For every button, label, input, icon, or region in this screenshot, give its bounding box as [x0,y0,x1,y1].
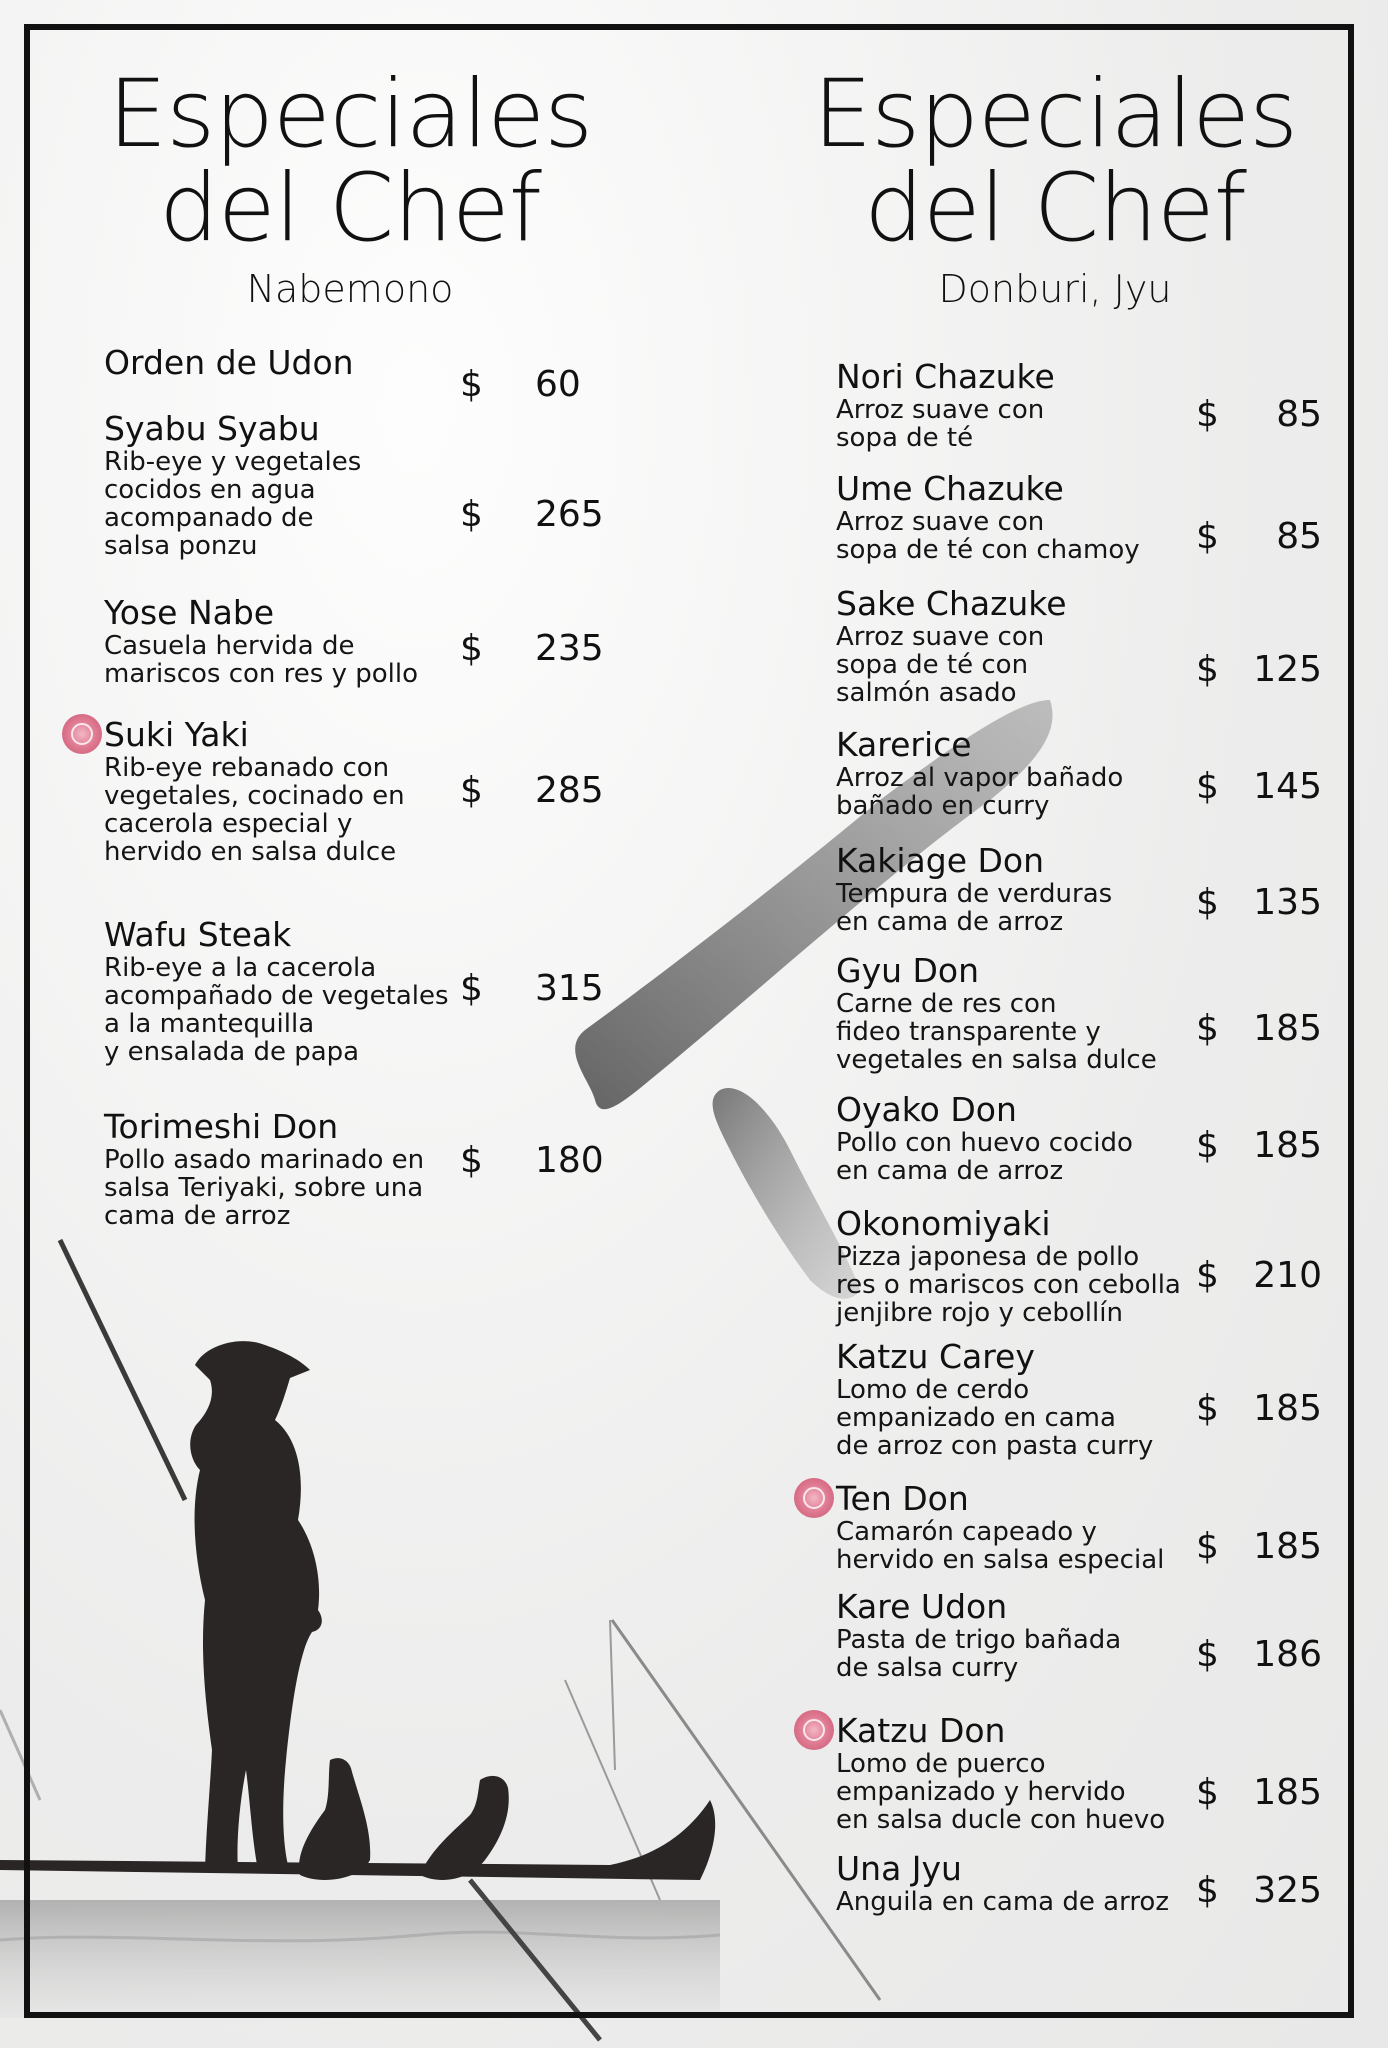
menu-item [836,470,1140,564]
menu-item-price: 325 [1253,1870,1322,1911]
menu-item-description: Rib-eye rebanado con [104,753,390,783]
menu-item-name: Wafu Steak [104,915,292,954]
currency-symbol: $ [1196,882,1219,923]
currency-symbol: $ [460,494,483,535]
currency-symbol: $ [1196,1870,1219,1911]
menu-item-name: Oyako Don [836,1090,1017,1129]
menu-item-description: y ensalada de papa [104,1037,360,1067]
menu-item-description: de salsa curry [836,1653,1019,1683]
currency-symbol: $ [1196,1125,1219,1166]
currency-symbol: $ [1196,1388,1219,1429]
left-subtitle: Nabemono [246,267,454,311]
menu-item-price: 210 [1253,1255,1322,1296]
currency-symbol: $ [1196,394,1219,435]
menu-item-name: Yose Nabe [104,593,275,632]
menu-item-description: Pasta de trigo bañada [836,1625,1122,1655]
menu-item-price: 125 [1253,649,1322,690]
menu-item-name: Nori Chazuke [836,357,1055,396]
menu-item-name: Syabu Syabu [104,409,320,448]
menu-item-name: Ume Chazuke [836,469,1064,508]
menu-item-name: Sake Chazuke [836,584,1067,623]
right-subtitle: Donburi, Jyu [938,267,1172,311]
right-heading [800,60,1310,311]
menu-item-description: salmón asado [836,678,1017,708]
menu-item-price: 85 [1276,516,1322,557]
menu-item-price: 185 [1253,1125,1322,1166]
menu-item-description: Arroz al vapor bañado [836,763,1124,793]
menu-item-price: 186 [1253,1634,1322,1675]
menu-item-description: Lomo de puerco [836,1749,1046,1779]
menu-item-name: Kare Udon [836,1587,1008,1626]
menu-item-description: acompanado de [104,503,314,533]
currency-symbol: $ [1196,1526,1219,1567]
menu-item [836,952,1157,1074]
currency-symbol: $ [1196,1008,1219,1049]
menu-item-description: cama de arroz [104,1201,291,1231]
flower-icon [794,1710,834,1750]
menu-item-description: sopa de té [836,423,974,453]
flower-icon [62,714,102,754]
menu-item-description: bañado en curry [836,791,1050,821]
menu-item-name: Karerice [836,725,972,764]
menu-item [104,344,354,382]
menu-item [104,410,361,560]
menu-item-price: 185 [1253,1526,1322,1567]
menu-item-description: vegetales en salsa dulce [836,1045,1157,1075]
menu-item-price: 185 [1253,1772,1322,1813]
menu-item-price: 145 [1253,766,1322,807]
menu-item-name: Torimeshi Don [104,1107,339,1146]
menu-item-price: 60 [535,364,581,405]
menu-item-description: Arroz suave con [836,622,1045,652]
menu-item-description: en cama de arroz [836,1156,1064,1186]
menu-item-description: Pizza japonesa de pollo [836,1242,1140,1272]
currency-symbol: $ [460,1140,483,1181]
menu-item-description: Rib-eye a la cacerola [104,953,377,983]
menu-item [836,1712,1165,1834]
menu-item-price: 235 [535,628,604,669]
menu-item-price: 265 [535,494,604,535]
menu-item-description: Pollo con huevo cocido [836,1128,1133,1158]
menu-item-price: 85 [1276,394,1322,435]
menu-item-price: 315 [535,968,604,1009]
menu-item [104,916,449,1066]
menu-item [836,1338,1153,1460]
menu-item-description: cocidos en agua [104,475,316,505]
flower-icon [794,1478,834,1518]
menu-item-name: Okonomiyaki [836,1204,1051,1243]
menu-item-description: Casuela hervida de [104,631,355,661]
menu-item-description: empanizado en cama [836,1403,1116,1433]
menu-item-price: 185 [1253,1388,1322,1429]
menu-item [836,842,1112,936]
menu-item [104,1108,424,1230]
menu-item [836,1588,1121,1682]
menu-item [104,716,405,866]
menu-item-price: 285 [535,770,604,811]
menu-item-description: cacerola especial y [104,809,353,839]
currency-symbol: $ [460,628,483,669]
menu-item-description: res o mariscos con cebolla [836,1270,1181,1300]
menu-item-description: Carne de res con [836,989,1057,1019]
menu-item-description: acompañado de vegetales [104,981,449,1011]
menu-item-description: salsa ponzu [104,531,258,561]
currency-symbol: $ [460,968,483,1009]
menu-item-description: hervido en salsa dulce [104,837,397,867]
menu-item-name: Una Jyu [836,1849,962,1888]
menu-item-price: 135 [1253,882,1322,923]
menu-item-name: Gyu Don [836,951,980,990]
currency-symbol: $ [1196,1772,1219,1813]
menu-item-description: Rib-eye y vegetales [104,447,362,477]
currency-symbol: $ [460,364,483,405]
menu-item-description: a la mantequilla [104,1009,315,1039]
menu-item-description: en cama de arroz [836,907,1064,937]
menu-item-description: Camarón capeado y [836,1517,1097,1547]
left-heading [100,60,600,311]
menu-item [836,1480,1164,1574]
menu-item [104,594,418,688]
menu-item [836,358,1055,452]
menu-item-description: Anguila en cama de arroz [836,1887,1169,1917]
left-title-line2: del Chef [159,154,541,263]
menu-item [836,1091,1133,1185]
right-title-line2: del Chef [864,154,1246,263]
menu-item-description: mariscos con res y pollo [104,659,419,689]
menu-item-description: salsa Teriyaki, sobre una [104,1173,424,1203]
menu-item [836,585,1067,707]
currency-symbol: $ [1196,1255,1219,1296]
menu-item [836,1850,1169,1916]
menu-item-description: sopa de té con [836,650,1029,680]
menu-item-name: Katzu Carey [836,1337,1035,1376]
menu-item-description: jenjibre rojo y cebollín [836,1298,1123,1328]
menu-item-description: fideo transparente y [836,1017,1101,1047]
menu-item-name: Ten Don [836,1479,969,1518]
menu-item-name: Kakiage Don [836,841,1045,880]
menu-item-description: Pollo asado marinado en [104,1145,425,1175]
currency-symbol: $ [1196,766,1219,807]
currency-symbol: $ [1196,1634,1219,1675]
currency-symbol: $ [1196,516,1219,557]
menu-item-description: sopa de té con chamoy [836,535,1140,565]
menu-item [836,726,1123,820]
currency-symbol: $ [1196,649,1219,690]
menu-item-description: empanizado y hervido [836,1777,1126,1807]
menu-item-description: hervido en salsa especial [836,1545,1165,1575]
right-title-line1: Especiales [812,60,1298,169]
menu-item-price: 180 [535,1140,604,1181]
menu-item-description: Arroz suave con [836,507,1045,537]
menu-item-description: en salsa ducle con huevo [836,1805,1166,1835]
menu-item-name: Suki Yaki [104,715,249,754]
left-title-line1: Especiales [107,60,593,169]
menu-item-price: 185 [1253,1008,1322,1049]
menu-item-description: de arroz con pasta curry [836,1431,1154,1461]
menu-item [836,1205,1181,1327]
menu-item-description: Tempura de verduras [836,879,1113,909]
menu-item-description: Lomo de cerdo [836,1375,1030,1405]
menu-item-name: Katzu Don [836,1711,1006,1750]
menu-item-description: Arroz suave con [836,395,1045,425]
menu-item-name: Orden de Udon [104,343,354,382]
menu-item-description: vegetales, cocinado en [104,781,405,811]
currency-symbol: $ [460,770,483,811]
